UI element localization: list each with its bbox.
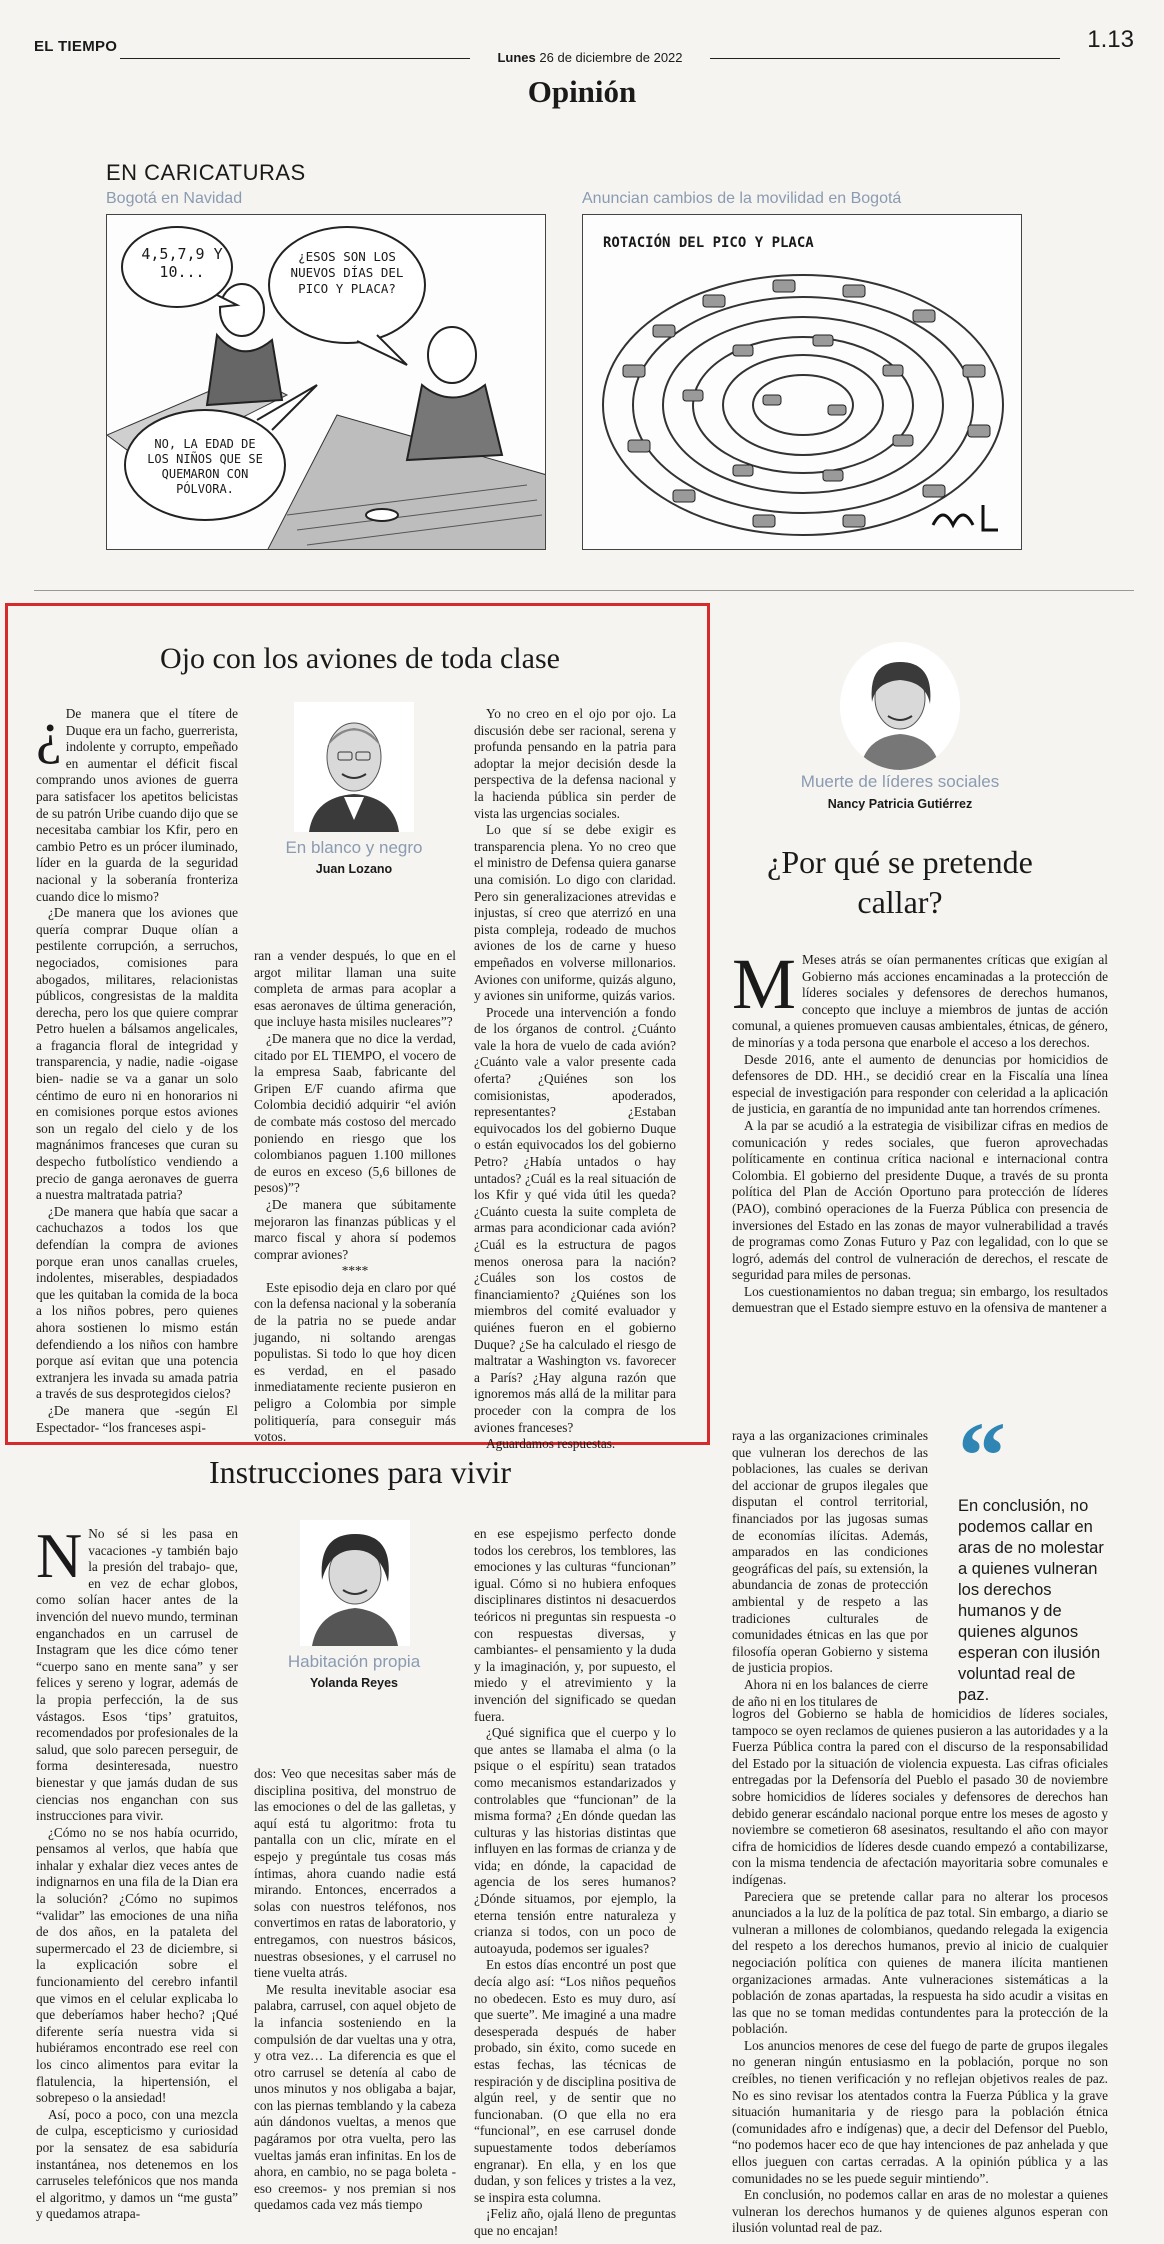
lozano-c3-p1: Yo no creo en el ojo por ojo. La discusión debe ser racional, serena y profunda pensando en la patria para adoptar la mejor decisión desde la perspectiva de la defensa nacional y la hacienda pública sin perder de vista las urgencias sociales. <box>474 706 676 821</box>
dateline <box>480 50 700 65</box>
gutierrez-n2: Ahora ni en los balances de cierre de año ni en los titulares de <box>732 1676 928 1709</box>
gutierrez-photo <box>840 642 960 770</box>
reyes-c3-p3: En estos días encontré un post que decía algo así: “Los niños pequeños no obedecen. Esto es muy duro, así que suerte”. Me imaginé a una madre desesperada después de haber probado, sin éxito, como sucede en estas fechas, las técnicas de respiración y de disciplina positiva de algún reel, y de sentir que no funcionaban. (O que ella no era “funcional”, en ese carrusel donde supuestamente todos deberíamos engranar). En ella, y en los que dudan, y son felices y tristes a la vez, se inspira esta columna. <box>474 1957 676 2205</box>
reyes-c1-p1: No sé si les pasa en vacaciones -y también bajo la presión del trabajo- que, en vez de echar globos, como solían hacer antes de la invención del nuevo mundo, terminan enganchados en un carrusel de Instagram que les dice cómo tener “cuerpo sano en mente sana” y ser felices y sereno y lograr, además de la propia perfección, la de sus vástagos. Esos ‘tips’ gratuitos, recomendados por profesionales de la salud, que solo parecen perseguir, de forma desinteresada, nuestro bienestar y que jamás dudan de sus ciencias nos enganchan con sus instrucciones para vivir. <box>36 1526 238 1824</box>
reyes-c2-p1: dos: Veo que necesitas saber más de disciplina positiva, del monstruo de las emociones o del de las galletas, y aquí está tu algoritmo: frota tu pantalla con un clic, mírate en el espejo y pregúntale tus cosas más íntimas, ahora cuando nadie está mirando. Entonces, encerrados a solas con nuestros teléfonos, nos convertimos en ratas de laboratorio, y entregamos, con nuestros básicos, nuestras obsesiones, y el carrusel no tiene vuelta atrás. <box>254 1766 456 1981</box>
reyes-c3-p1: en ese espejismo perfecto donde todos los cerebros, los temblores, las emociones y las culturas “funcionan” igual. Cómo si no hubiera enfoques disciplinares distintos ni desacuerdos teóricos ni preguntas sin respuesta -o con respuestas diversas, y cambiantes- el pensamiento y la duda y la imaginación, y, por supuesto, el miedo y el atrevimiento y la invención del significado se quedan fuera. <box>474 1526 676 1724</box>
lozano-c2-p4: Este episodio deja en claro por qué con la defensa nacional y la soberanía de la patria no se puede andar jugando, ni soltando arengas populistas. Si todo lo que hoy dicen es verdad, en el pasado inmediatamente reciente pusieron en peligro a Colombia por simple politiquería, para conseguir más votos. <box>254 1279 456 1445</box>
lozano-c2-p1: ran a vender después, lo que en el argot militar llaman una suite completa de armas para acoplar a esas aeronaves de última generación, que incluye hasta misiles nucleares”? <box>254 948 456 1030</box>
gutierrez-narrow <box>732 1428 928 1710</box>
caricature-right-drawing <box>583 215 1022 550</box>
reyes-c3-p4: ¡Feliz año, ojalá lleno de preguntas que no encajan! <box>474 2206 676 2238</box>
lozano-c2-p2: ¿De manera que no dice la verdad, citado por EL TIEMPO, el vocero de la empresa Saab, fabricante del Gripen E/F cuando afirma que Colombia decidió adquirir “el avión de combate más costoso del mercado poniendo en riesgo que los colombianos paguen 1.100 millones de euros en exceso (5,6 billones de pesos)”? <box>254 1030 456 1196</box>
reyes-photo <box>300 1520 410 1646</box>
lozano-c3-p2: Lo que sí se debe exigir es transparencia plena. Yo no creo que el ministro de Defensa quiera ganarse una comisión. Lo digo con claridad. Pero sin generalizaciones atrevidas e injustas, sí creo que aterrizó en una pista compleja, rodeado de muchos aviones de los de carne y hueso empeñados en volverse millonarios. Aviones con uniforme, quizás alguno, y aviones sin uniforme, quizás varios. <box>474 822 676 1004</box>
page-number: 1.13 <box>1087 26 1134 53</box>
lozano-col3 <box>474 706 676 1453</box>
reyes-headline: Instrucciones para vivir <box>208 1454 512 1490</box>
date-rest: 26 de diciembre de 2022 <box>539 50 683 65</box>
gutierrez-b2: Pareciera que se pretende callar para no alterar los procesos anunciados a la luz de la política de paz total. Sin embargo, a diario se vulneran a millones de colombianos, quedando relegada la exigencia del respeto a los derechos humanos, previo al inicio de cualquier negociación política con quienes de manera ilícita mantienen organizaciones armadas. Ante vulneraciones sistemáticas a la población de zonas apartadas, la respuesta ha sido acudir a visitas en las que no se toman medidas contundentes para la protección de la población. <box>732 1888 1108 2037</box>
gutierrez-n1: raya a las organizaciones criminales que vulneran los derechos de las poblaciones, las cuales se derivan del accionar de grupos ilegales que disputan el control territorial, financiados por las jugosas sumas de economías ilícitas. Además, amparados en las condiciones geográficas del país, su extensión, la abundancia de zonas de protección ambiental y de respeto a las tradiciones culturales de comunidades étnicas en las que por filosofía operan Gobierno y sistema de justicia propios. <box>732 1428 928 1676</box>
lozano-c2-stars: **** <box>341 1263 369 1279</box>
lozano-c1-p2: ¿De manera que los aviones que quería comprar Duque olían a pestilente corrupción, a serruchos, negociados, comisiones para abogados, militares, relacionistas públicos, congresistas de la maldita derecha, pero los que quiere comprar Petro huelen a bálsamos angelicales, a fragancia floral de integridad y transparencia, y nadie, nadie -oigase bien- nadie se va a ganar un solo céntimo de euro ni en honorarios ni en comisiones porque estos aviones son un regalo del cielo y de los magnánimos franceses que curan su despecho futbolístico vendiendo a precio de ganga aeronaves de guerra a nuestra maltratada patria? <box>36 905 238 1203</box>
lozano-c1-p4: ¿De manera que -según El Espectador- “los franceses aspi- <box>36 1402 238 1435</box>
gutierrez-b3: Los anuncios menores de cese del fuego de parte de grupos ilegales no generan ningún entusiasmo en la población, porque no son creíbles, no tienen verificación y no reflejan objetivos reales de paz. No es sino revisar los atentados contra la Fuerza Pública y la grave situación humanitaria y de riesgo para la población étnica (comunidades afro e indígenas) que, a decir del Defensor del Pueblo, “no podemos hacer eco de que hay intenciones de paz anhelada y que ellos jueguen con cartas cerradas. A la opinión pública y a las comunidades no se les puede seguir mintiendo”. <box>732 2037 1108 2186</box>
gutierrez-p1: Meses atrás se oían permanentes críticas que exigían al Gobierno más acciones encaminadas a la protección de líderes sociales y defensores de derechos humanos, concepto que incluye a miembros de juntas de acción comunal, a quienes promueven causas ambientales, étnicas, de género, de minorías y a toda persona que enarbole el acceso a los derechos. <box>732 952 1108 1050</box>
lozano-c3-p4: Aguardamos respuestas. <box>486 1436 616 1452</box>
bubble-numbers: 4,5,7,9 Y 10... <box>141 245 223 281</box>
lozano-c1-p1: De manera que el títere de Duque era un facho, guerrerista, indolente y corrupto, empeñado en aumentar el déficit fiscal comprando unos aviones de guerra para satisfacer los apetitos belicistas de su patrón Uribe cuando dijo que se necesitaba cambiar los Kfir, pero en cambio Petro es un prócer iluminado, líder en la guarda de la seguridad nacional y la soberanía fronteriza cuando dice lo mismo? <box>36 706 238 904</box>
date-weekday: Lunes <box>497 50 536 65</box>
lozano-col1 <box>36 700 238 1436</box>
header-rule-right <box>710 58 1060 59</box>
reyes-portrait <box>300 1520 410 1646</box>
section-title: Opinión <box>527 74 637 109</box>
masthead: EL TIEMPO <box>34 38 118 55</box>
section-divider <box>34 590 1134 591</box>
lozano-portrait <box>294 702 414 832</box>
gutierrez-p3: A la par se acudió a la estrategia de visibilizar cifras en medios de comunicación y redes sociales, que fueron aprovechadas políticamente en continua crítica nacional e internacional contra Colombia. El gobierno del presidente Duque, a través de su pronta política del Plan de Acción Oportuno para protección de líderes (PAO), combinó operaciones de la Fuerza Pública con presencia de inversiones del Estado en las zonas de mayor vulnerabilidad a través de programas como Zonas Futuro y Paz con legalidad, con lo que se logró, además del control de vulneración de derechos, el rescate de seguridad para miles de personas. <box>732 1117 1108 1283</box>
reyes-c2-p2: Me resulta inevitable asociar esa palabra, carrusel, con aquel objeto de la infancia sosteniendo en la compulsión de dar vueltas una y otra, y otra vez… La diferencia es que el otro carrusel se detenía al cabo de unos minutos y nos obligaba a bajar, con las piernas temblando y la cabeza aún dándonos vueltas, a menos que pagáramos por otra vuelta, pero las vueltas jamás eran infinitas. En los de ahora, en cambio, no se paga boleta -eso creemos- y nos premian si nos quedamos cada vez más tiempo <box>254 1981 456 2213</box>
reyes-author: Yolanda Reyes <box>309 1676 398 1690</box>
gutierrez-p2: Desde 2016, ante el aumento de denuncias por homicidios de defensores de DD. HH., se decidió crear en la Fiscalía una línea especial de investigación para responder con celeridad a la aplicación de justicia, en garantía de no impunidad ante tan horrendos crímenes. <box>732 1051 1108 1117</box>
gutierrez-dropcap: M <box>732 944 797 1024</box>
lozano-column-name: En blanco y negro <box>285 838 423 857</box>
reyes-dropcap: N <box>36 1520 83 1591</box>
gutierrez-headline: ¿Por qué se pretende callar? <box>767 844 1033 920</box>
reyes-col1 <box>36 1520 238 2223</box>
reyes-col2 <box>254 1766 456 2214</box>
caricature-right <box>582 214 1022 550</box>
bubble-answer: NO, LA EDAD DE LOS NIÑOS QUE SE QUEMARON CON PÓLVORA. <box>147 437 263 496</box>
gutierrez-p4: Los cuestionamientos no daban tregua; sin embargo, los resultados demuestran que el Estado siempre estuvo en la ofensiva de mantener a <box>732 1283 1108 1316</box>
reyes-col3 <box>474 1526 676 2240</box>
lozano-author: Juan Lozano <box>315 862 393 876</box>
caricature-left-caption: Bogotá en Navidad <box>106 190 243 207</box>
gutierrez-b4: En conclusión, no podemos callar en aras de no molestar a quienes vulneran los derechos humanos y de quienes algunos esperan con ilusión voluntad real de paz. <box>732 2187 1108 2236</box>
header-rule-left <box>120 58 470 59</box>
gutierrez-top <box>732 944 1108 1317</box>
lozano-photo <box>294 702 414 832</box>
bubble-question: ¿ESOS SON LOS NUEVOS DÍAS DEL PICO Y PLACA? <box>290 249 404 296</box>
lozano-c2-p3: ¿De manera que súbitamente mejoraron las finanzas públicas y el marco fiscal y ahora sí podemos comprar aviones? <box>254 1196 456 1262</box>
gutierrez-portrait <box>840 642 960 770</box>
reyes-c1-p2: ¿Cómo no se nos había ocurrido, pensamos al verlos, que había que inhalar y exhalar diez veces antes de indignarnos en una fila de la Dian era la solución? ¿Cómo no supimos “validar” las emociones de una niña de dos años, en la pataleta del supermercado el 23 de diciembre, si la explicación sobre el funcionamiento del cerebro infantil que vimos en el celular explicaba lo que deberíamos haber hecho? ¡Qué diferente sería nuestra vida si hubiéramos encontrado ese reel con los cinco alimentos para evitar la flatulencia, la hipertensión, el sobrepeso o la ansiedad! <box>36 1824 238 2106</box>
quote-mark-icon: “ <box>958 1402 1006 1509</box>
reyes-c1-p3: Así, poco a poco, con una mezcla de culpa, escepticismo y curiosidad por la sensatez de esa sabiduría instantánea, nos detenemos en los carruseles telefónicos que nos manda el algoritmo, y damos un “me gusta” y quedamos atrapa- <box>36 2106 238 2222</box>
lozano-c3-p3: Procede una intervención a fondo de los órganos de control. ¿Cuánto vale la hora de vuelo de cada avión? ¿Cuánto vale a valor presente cada oferta? ¿Quiénes son los comisionistas, apoderados, representantes? ¿Estaban equivocados los del gobierno Duque o están equivocados los del gobierno Petro? ¿Había untados o hay untados? ¿Cuál es la real situación de los Kfir y qué vida útil les queda? ¿Cuánto cuesta la suite completa de armas para acondicionar cada avión? ¿Cuál es la estructura de pagos menos onerosa para la nación? ¿Cuáles son los costos de financiamiento? ¿Quiénes son los miembros del comité evaluador y quiénes fueron en el gobierno Duque? ¿Se ha calculado el riesgo de maltratar a Washington vs. favorecer a París? ¿Hay alguna razón que ignoremos más allá de la militar para proceder con la compra de los aviones franceses? <box>474 1004 676 1435</box>
lozano-headline: Ojo con los aviones de toda clase <box>160 642 560 675</box>
gutierrez-column-name: Muerte de líderes sociales <box>800 772 1000 791</box>
pullquote: En conclusión, no podemos callar en aras de no molestar a quienes vulneran los derechos humanos y de quienes algunos esperan con ilusión voluntad real de paz. <box>958 1497 1104 1704</box>
reyes-column-name: Habitación propia <box>287 1652 421 1671</box>
lozano-dropcap: ¿ <box>36 700 62 765</box>
gutierrez-bottom <box>732 1706 1108 2237</box>
lozano-col2 <box>254 948 456 1446</box>
gutierrez-b1: logros del Gobierno se habla de homicidios de líderes sociales, tampoco se oyen reclamos de quienes pusieron a las autoridades y a la Fuerza Pública contra la pared con el discurso de la responsabilidad del Estado por la situación de violencia expuesta. Las cifras oficiales entregadas por la Defensoría del Pueblo el pasado 30 de noviembre sobre homicidios de líderes sociales y defensores de derechos han debido generar escándalo nacional porque entre los meses de agosto y noviembre se cometieron 68 asesinatos, resultando el año con mayor cifra de homicidios de líderes desde cuando empezó a contabilizarse, con la misma tendencia de afectación mayoritaria sobre comunales e indígenas. <box>732 1706 1108 1887</box>
caricature-left <box>106 214 546 550</box>
lozano-c1-p3: ¿De manera que había que sacar a cachuchazos a todos los que defendían la compra de aviones porque eran unos canallas crueles, indolentes, miserables, despiadados que les quitaban la comida de la boca a los niños pobres, pero quienes ahora sostienen lo mismo están defendiendo a los niños con hambre porque así evitan que una potencia extranjera les invada su amada patria a través de sus desprotegidos cielos? <box>36 1203 238 1402</box>
gutierrez-author: Nancy Patricia Gutiérrez <box>827 797 973 811</box>
caricatures-heading: EN CARICATURAS <box>106 160 306 185</box>
reyes-c3-p2: ¿Qué significa que el cuerpo y lo que antes se llamaba el alma (o la psique o el espíritu) sean tratados como mecanismos estandarizados y controlables que “funcionan” de la misma forma? ¿En dónde quedan las culturas y las historias distintas que influyen en las formas de crianza y de vida; en dónde, la capacidad de agencia de los seres humanos? ¿Dónde situamos, por ejemplo, la eterna tensión entre naturaleza y crianza si todos, con un poco de autoayuda, podemos ser iguales? <box>474 1725 676 1956</box>
caricature-right-caption: Anuncian cambios de la movilidad en Bogotá <box>582 190 902 207</box>
cartoon-inner-title: ROTACIÓN DEL PICO Y PLACA <box>603 235 814 251</box>
